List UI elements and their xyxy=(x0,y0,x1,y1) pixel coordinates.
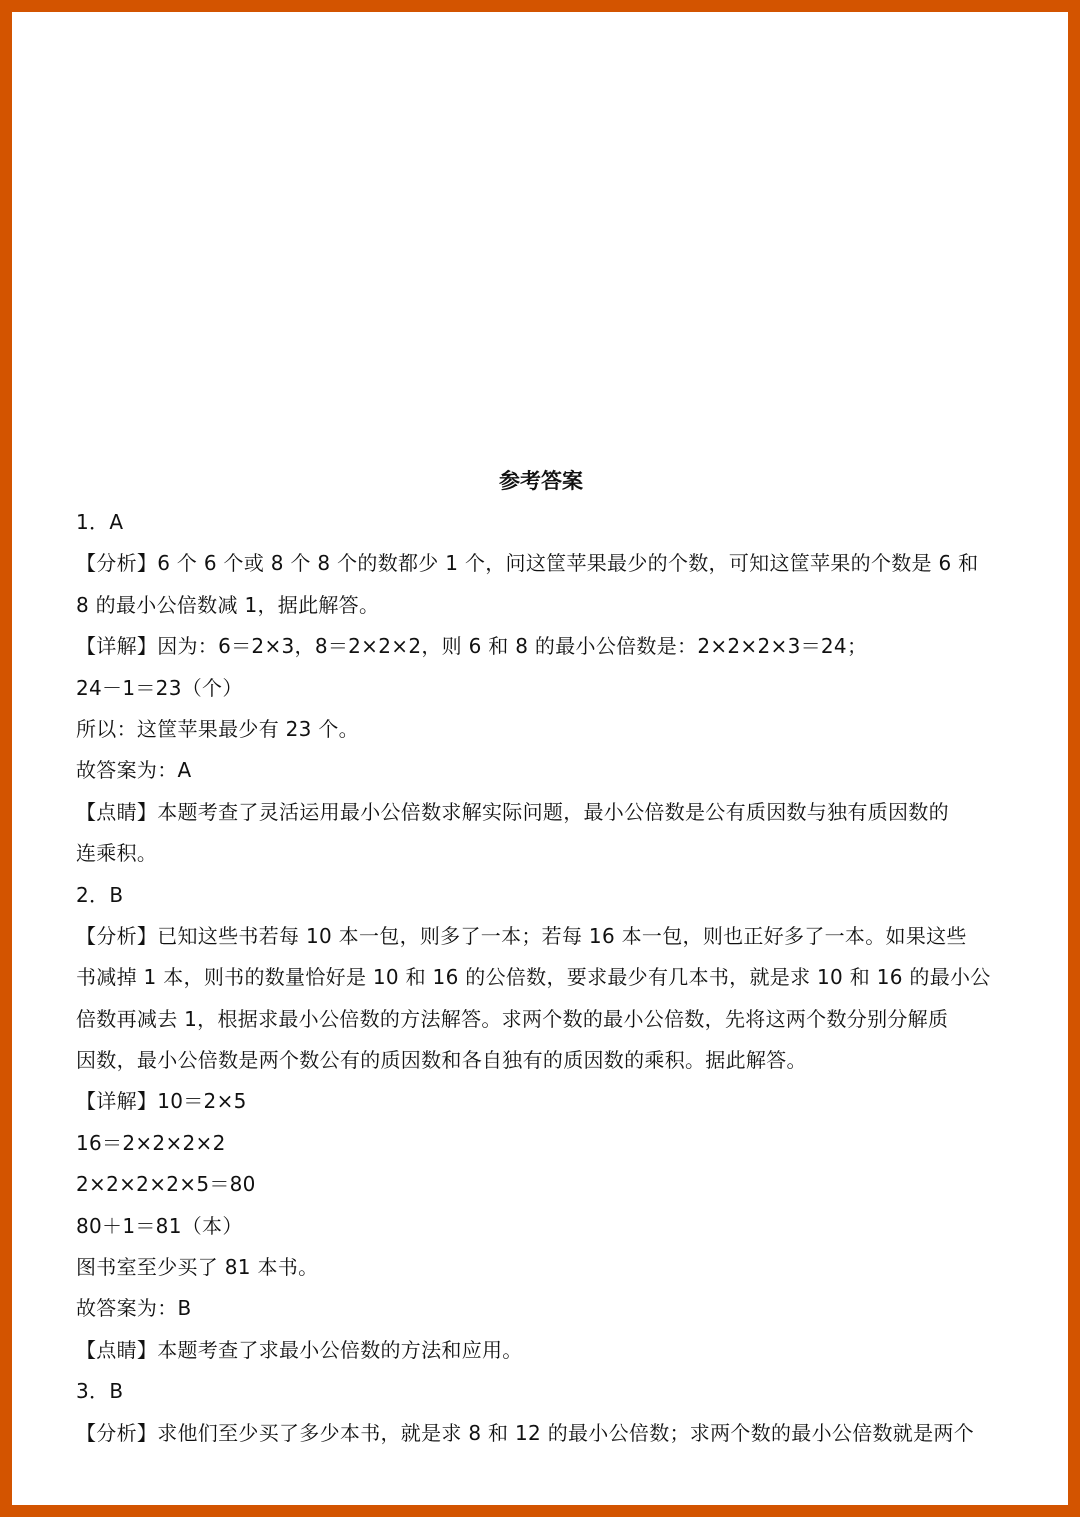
text-line: 【点睛】本题考查了求最小公倍数的方法和应用。 xyxy=(76,1337,523,1362)
text-line: 【分析】6 个 6 个或 8 个 8 个的数都少 1 个，问这筐苹果最少的个数，可知这筐苹果的个数是 6 和 xyxy=(76,551,979,576)
text-line: 【点睛】本题考查了灵活运用最小公倍数求解实际问题，最小公倍数是公有质因数与独有质因数的 xyxy=(76,799,949,824)
document-page xyxy=(12,12,1068,1505)
section-title: 参考答案 xyxy=(499,469,583,493)
text-line: 【分析】求他们至少买了多少本书，就是求 8 和 12 的最小公倍数；求两个数的最小公倍数就是两个 xyxy=(76,1420,975,1445)
text-line: 1．A xyxy=(76,510,124,534)
text-line: 因数，最小公倍数是两个数公有的质因数和各自独有的质因数的乘积。据此解答。 xyxy=(76,1048,807,1073)
text-line: 8 的最小公倍数减 1，据此解答。 xyxy=(76,592,380,617)
text-line: 故答案为：B xyxy=(76,1296,192,1321)
text-line: 书减掉 1 本，则书的数量恰好是 10 和 16 的公倍数，要求最少有几本书，就是求 10 和 16 的最小公 xyxy=(76,965,991,990)
text-line: 24－1＝23（个） xyxy=(76,675,243,700)
answer-section xyxy=(76,461,1016,1454)
text-line: 故答案为：A xyxy=(76,758,192,783)
text-line: 图书室至少买了 81 本书。 xyxy=(76,1255,319,1280)
text-line: 倍数再减去 1，根据求最小公倍数的方法解答。求两个数的最小公倍数，先将这两个数分别分解质 xyxy=(76,1006,949,1031)
text-line: 2×2×2×2×5＝80 xyxy=(76,1172,256,1197)
text-line: 3．B xyxy=(76,1379,124,1404)
text-line: 【详解】因为：6＝2×3，8＝2×2×2，则 6 和 8 的最小公倍数是：2×2×2×3＝24； xyxy=(76,634,868,659)
text-line: 【分析】已知这些书若每 10 本一包，则多了一本；若每 16 本一包，则也正好多了一本。如果这些 xyxy=(76,923,967,948)
text-line: 2．B xyxy=(76,882,124,907)
text-line: 连乘积。 xyxy=(76,841,158,866)
text-line: 80＋1＝81（本） xyxy=(76,1213,243,1238)
text-line: 所以：这筐苹果最少有 23 个。 xyxy=(76,716,359,741)
answer-lines xyxy=(76,502,1016,1454)
text-line: 16＝2×2×2×2 xyxy=(76,1130,226,1155)
text-line: 【详解】10＝2×5 xyxy=(76,1089,247,1114)
